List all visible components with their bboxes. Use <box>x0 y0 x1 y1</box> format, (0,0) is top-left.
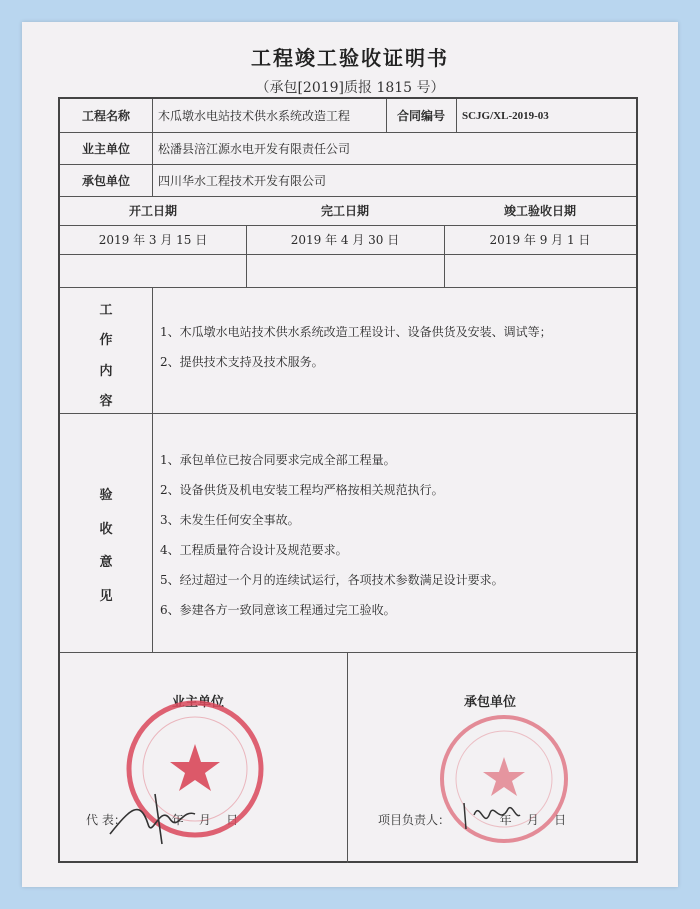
document-title: 工程竣工验收证明书 <box>251 46 449 70</box>
certificate-form <box>58 97 638 863</box>
list-item: 3、未发生任何安全事故。 <box>160 513 300 527</box>
acceptance-opinion-list <box>160 445 504 625</box>
list-item: 1、承包单位已按合同要求完成全部工程量。 <box>160 453 396 467</box>
start-date-value: 2019 年 3 月 15 日 <box>98 233 208 247</box>
contract-no-label: 合同编号 <box>396 109 445 123</box>
document-subtitle: （承包[2019]质报 1815 号） <box>255 80 445 96</box>
owner-signature <box>100 789 220 849</box>
owner-value: 松潘县涪江源水电开发有限责任公司 <box>158 141 351 156</box>
contractor-signature <box>456 795 526 835</box>
finish-date-value: 2019 年 4 月 30 日 <box>290 233 400 247</box>
project-name-value: 木瓜墩水电站技术供水系统改造工程 <box>158 109 351 123</box>
contractor-manager-line: 项目负责人： 年 月 日 <box>378 813 567 827</box>
list-item: 2、提供技术支持及技术服务。 <box>160 355 324 369</box>
work-content-label: 工 作 内 容 <box>99 303 113 409</box>
project-name-label: 工程名称 <box>81 109 130 123</box>
list-item: 6、参建各方一致同意该工程通过完工验收。 <box>160 603 396 617</box>
owner-label: 业主单位 <box>81 141 130 156</box>
owner-representative-line: 代 表： 年 月 日 <box>86 813 239 827</box>
list-item: 4、工程质量符合设计及规范要求。 <box>160 543 348 557</box>
start-date-label: 开工日期 <box>128 204 177 218</box>
acceptance-opinion-label: 验 收 意 见 <box>99 488 113 604</box>
acceptance-date-value: 2019 年 9 月 1 日 <box>489 233 591 247</box>
acceptance-date-label: 竣工验收日期 <box>503 204 576 218</box>
finish-date-label: 完工日期 <box>320 204 369 218</box>
contractor-label: 承包单位 <box>81 173 130 188</box>
list-item: 1、木瓜墩水电站技术供水系统改造工程设计、设备供货及安装、调试等； <box>160 325 552 339</box>
contractor-sign-title: 承包单位 <box>464 695 517 710</box>
work-content-list <box>160 317 552 377</box>
star-icon <box>483 757 525 796</box>
list-item: 2、设备供货及机电安装工程均严格按相关规范执行。 <box>160 483 444 497</box>
contractor-value: 四川华水工程技术开发有限公司 <box>158 173 327 188</box>
contract-no-value: SCJG/XL-2019-03 <box>462 109 549 122</box>
star-icon <box>170 744 220 791</box>
owner-sign-title: 业主单位 <box>172 695 225 710</box>
certificate-page <box>22 22 678 887</box>
list-item: 5、经过超过一个月的连续试运行，各项技术参数满足设计要求。 <box>160 573 504 587</box>
